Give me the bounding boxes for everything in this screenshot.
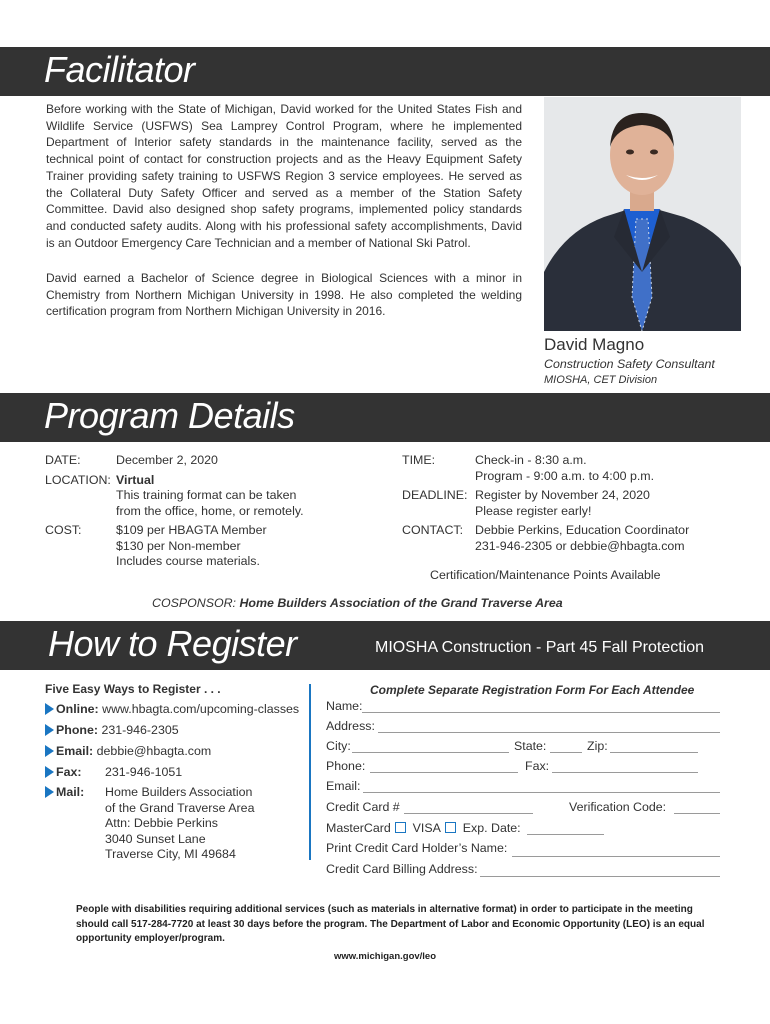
register-header-band [0, 621, 770, 670]
fax-field-label: Fax: [525, 759, 550, 773]
time-line-1: Check-in - 8:30 a.m. [475, 453, 587, 467]
verification-label: Verification Code: [569, 800, 667, 814]
cost-line-3: Includes course materials. [116, 554, 260, 568]
billing-address-label: Credit Card Billing Address: [326, 862, 478, 876]
card-type-row [326, 821, 521, 835]
credit-card-field[interactable] [404, 813, 533, 814]
mail-line-3: Attn: Debbie Perkins [105, 816, 218, 830]
zip-field[interactable] [610, 752, 698, 753]
arrow-icon [45, 745, 54, 757]
mastercard-label: MasterCard [326, 821, 391, 835]
online-row [45, 702, 299, 716]
email-row [45, 744, 211, 758]
program-header-band [0, 393, 770, 442]
name-field[interactable] [362, 712, 720, 713]
arrow-icon [45, 724, 54, 736]
city-field[interactable] [352, 752, 509, 753]
phone-field-label: Phone: [326, 759, 366, 773]
course-title: MIOSHA Construction - Part 45 Fall Protection [375, 639, 705, 656]
address-label: Address: [326, 719, 375, 733]
name-label: Name: [326, 699, 363, 713]
deadline-line-2: Please register early! [475, 504, 592, 518]
contact-line-2: 231-946-2305 or debbie@hbagta.com [475, 539, 685, 553]
state-field[interactable] [550, 752, 582, 753]
mail-line-1: Home Builders Association [105, 785, 253, 799]
arrow-icon [45, 703, 54, 715]
card-holder-field[interactable] [512, 856, 720, 857]
address-field[interactable] [378, 732, 720, 733]
accessibility-notice: People with disabilities requiring additional services (such as materials in alternative format) in order to participate in the meeting should call 517-284-7720 at least 30 days before the program. The Department of Labor and Economic Opportunity (LEO) is an equal opportunity employer/program. [76, 904, 705, 944]
facilitator-bio-paragraph-2: David earned a Bachelor of Science degree in Biological Sciences with a minor in Chemistry from Northern Michigan University in 1998. He also completed the welding certification program from Northern Michigan University in 2016. [46, 271, 522, 319]
mail-label: Mail: [56, 785, 85, 799]
email-field[interactable] [363, 792, 720, 793]
form-title: Complete Separate Registration Form For Each Attendee [370, 683, 695, 697]
time-line-2: Program - 9:00 a.m. to 4:00 p.m. [475, 469, 655, 483]
exp-date-label: Exp. Date: [462, 821, 521, 835]
mail-line-5: Traverse City, MI 49684 [105, 847, 236, 861]
cost-line-2: $130 per Non-member [116, 539, 241, 553]
facilitator-header-band [0, 47, 770, 96]
mail-line-4: 3040 Sunset Lane [105, 832, 206, 846]
facilitator-title: Construction Safety Consultant [544, 357, 715, 371]
date-label: DATE: [45, 453, 81, 467]
date-value: December 2, 2020 [116, 453, 218, 467]
cost-label: COST: [45, 523, 82, 537]
exp-date-field[interactable] [527, 834, 604, 835]
state-label: State: [514, 739, 547, 753]
facilitator-heading: Facilitator [44, 49, 195, 90]
facilitator-division: MIOSHA, CET Division [544, 374, 658, 386]
fax-label: Fax: [56, 765, 82, 779]
mail-row [45, 785, 84, 799]
location-note-1: This training format can be taken [116, 488, 297, 502]
cost-line-1: $109 per HBAGTA Member [116, 523, 267, 537]
phone-value: 231-946-2305 [101, 723, 179, 737]
mastercard-checkbox[interactable] [395, 822, 406, 833]
city-label: City: [326, 739, 351, 753]
zip-label: Zip: [587, 739, 608, 753]
ways-title: Five Easy Ways to Register . . . [45, 682, 221, 696]
phone-label: Phone: [56, 723, 98, 737]
email-label: Email: [56, 744, 94, 758]
facilitator-name: David Magno [544, 335, 645, 354]
facilitator-photo [544, 97, 741, 331]
deadline-line-1: Register by November 24, 2020 [475, 488, 650, 502]
mail-line-2: of the Grand Traverse Area [105, 801, 255, 815]
time-label: TIME: [402, 453, 436, 467]
phone-row [45, 723, 179, 737]
fax-row [45, 765, 81, 779]
deadline-label: DEADLINE: [402, 488, 468, 502]
arrow-icon [45, 766, 54, 778]
facilitator-bio-paragraph-1: Before working with the State of Michigan, David worked for the United States Fish and Wildlife Service (USFWS) Sea Lamprey Control Program, where he implemented Department of Interior safety standards in the maintenance facility, served as the technical point of contact for construction projects and as the Heavy Equipment Safety Trainer providing safety training to USFWS Region 3 service employees. He served as the Collateral Duty Safety Officer and served as a member of the Station Safety Committee. David also designed shop safety programs, implemented policy standards and conducted safety audits. Along with his professional safety accomplishments, David is an Outdoor Emergency Care Technician and a member of National Ski Patrol. [46, 102, 522, 250]
location-note-2: from the office, home, or remotely. [116, 504, 304, 518]
phone-field[interactable] [370, 772, 518, 773]
online-label: Online: [56, 702, 99, 716]
arrow-icon [45, 786, 54, 798]
online-value[interactable]: www.hbagta.com/upcoming-classes [102, 702, 300, 716]
cosponsor-label: COSPONSOR: [152, 596, 236, 610]
verification-field[interactable] [674, 813, 720, 814]
footer-url[interactable]: www.michigan.gov/leo [333, 951, 437, 962]
credit-card-label: Credit Card # [326, 800, 400, 814]
certification-points: Certification/Maintenance Points Available [430, 568, 661, 582]
contact-label: CONTACT: [402, 523, 464, 537]
fax-field[interactable] [552, 772, 698, 773]
contact-line-1: Debbie Perkins, Education Coordinator [475, 523, 690, 537]
card-holder-label: Print Credit Card Holder’s Name: [326, 841, 508, 855]
email-value[interactable]: debbie@hbagta.com [96, 744, 212, 758]
program-heading: Program Details [44, 395, 295, 436]
location-value: Virtual [116, 473, 155, 487]
fax-value: 231-946-1051 [105, 765, 183, 779]
cosponsor-value: Home Builders Association of the Grand Traverse Area [239, 596, 563, 610]
cosponsor [152, 595, 563, 611]
visa-checkbox[interactable] [445, 822, 456, 833]
divider [309, 684, 311, 860]
billing-address-field[interactable] [480, 876, 720, 877]
email-field-label: Email: [326, 779, 361, 793]
location-label: LOCATION: [45, 473, 111, 487]
visa-label: VISA [412, 821, 441, 835]
register-heading: How to Register [48, 623, 297, 664]
